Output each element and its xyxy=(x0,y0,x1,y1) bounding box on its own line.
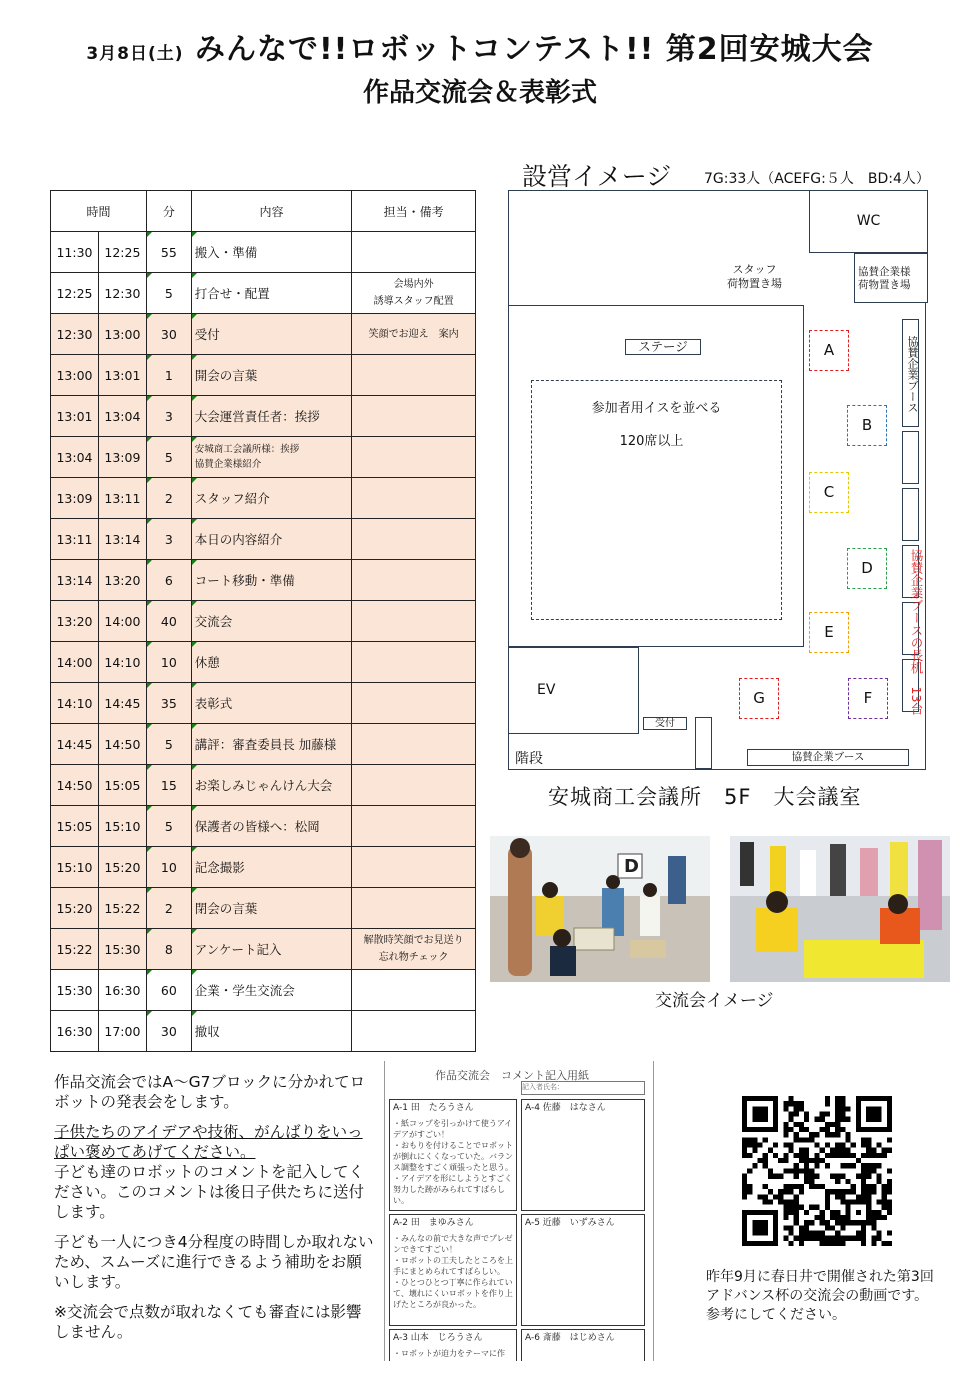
agenda-item: 開会の言葉 xyxy=(191,355,352,396)
start-time: 12:25 xyxy=(51,273,99,314)
note-3: 子ども一人につき4分程度の時間しか取れないため、スムーズに進行できるよう補助をお願いします。 xyxy=(54,1233,374,1291)
start-time: 14:50 xyxy=(51,765,99,806)
duration-minutes: 40 xyxy=(146,601,191,642)
start-time: 13:11 xyxy=(51,519,99,560)
end-time: 13:01 xyxy=(98,355,146,396)
agenda-item: 企業・学生交流会 xyxy=(191,970,352,1011)
event-title: みんなで!!ロボットコンテスト!! 第2回安城大会 xyxy=(195,32,874,67)
schedule-row xyxy=(51,519,476,560)
comment-card xyxy=(389,1214,517,1326)
comment-card-body: ・みんなの前で大きな声でプレゼンできてすごい！ ・ロボットの工夫したところを上手にまとめられてすばらしい。 ・ひとつひとつ丁寧に作られていて、壊れにくいロボットを作り上げたところが良かった。 xyxy=(393,1234,513,1309)
start-time: 15:22 xyxy=(51,929,99,970)
qr-code[interactable] xyxy=(742,1096,892,1246)
end-time: 13:20 xyxy=(98,560,146,601)
comment-card-body: ・ロボットが迫力をテーマに作 xyxy=(393,1349,505,1358)
duration-minutes: 2 xyxy=(146,888,191,929)
agenda-note xyxy=(352,478,476,519)
end-time: 14:50 xyxy=(98,724,146,765)
agenda-item: 記念撮影 xyxy=(191,847,352,888)
end-time: 17:00 xyxy=(98,1011,146,1052)
seating-area xyxy=(531,380,782,620)
schedule-row xyxy=(51,929,476,970)
duration-minutes: 35 xyxy=(146,683,191,724)
qr-code-image xyxy=(742,1096,892,1246)
duration-minutes: 60 xyxy=(146,970,191,1011)
comment-card-heading: A-3 山本 じろうさん xyxy=(393,1333,483,1343)
start-time: 12:30 xyxy=(51,314,99,355)
page-subtitle: 作品交流会＆表彰式 xyxy=(362,78,597,108)
block-c: C xyxy=(809,472,849,513)
block-g: G xyxy=(739,678,779,719)
start-time: 16:30 xyxy=(51,1011,99,1052)
booth-table xyxy=(902,488,919,541)
agenda-item: 打合せ・配置 xyxy=(191,273,352,314)
event-photo-2 xyxy=(730,836,950,982)
agenda-item: 安城商工会議所様：挨拶 協賛企業様紹介 xyxy=(191,437,352,478)
comment-card-heading: A-5 近藤 いずみさん xyxy=(525,1218,615,1228)
schedule-row xyxy=(51,273,476,314)
venue-floor-plan xyxy=(508,190,926,770)
agenda-item: お楽しみじゃんけん大会 xyxy=(191,765,352,806)
duration-minutes: 5 xyxy=(146,724,191,765)
booth-table xyxy=(902,431,919,484)
start-time: 13:00 xyxy=(51,355,99,396)
duration-minutes: 2 xyxy=(146,478,191,519)
stairs-label: 階段 xyxy=(515,751,543,767)
duration-minutes: 5 xyxy=(146,437,191,478)
note-1: 作品交流会ではA～G7ブロックに分かれてロボットの発表会をします。 xyxy=(54,1073,366,1111)
comment-card xyxy=(521,1329,645,1361)
end-time: 15:20 xyxy=(98,847,146,888)
comment-card-heading: A-2 田 まゆみさん xyxy=(393,1218,474,1228)
sponsor-luggage-area xyxy=(854,253,928,303)
end-time: 13:11 xyxy=(98,478,146,519)
schedule-row xyxy=(51,806,476,847)
note-2-underlined: 子供たちのアイデアや技術、がんばりをいっぱい褒めてあげてください。 xyxy=(54,1123,363,1161)
agenda-note xyxy=(352,806,476,847)
end-time: 15:30 xyxy=(98,929,146,970)
reception-desk-side xyxy=(695,717,712,769)
start-time: 15:10 xyxy=(51,847,99,888)
agenda-note: 解散時笑顔でお見送り 忘れ物チェック xyxy=(352,929,476,970)
schedule-table xyxy=(50,190,476,1052)
comment-card xyxy=(389,1329,517,1361)
seating-count: 120席以上 xyxy=(619,434,684,449)
agenda-note xyxy=(352,642,476,683)
schedule-row xyxy=(51,560,476,601)
duration-minutes: 10 xyxy=(146,642,191,683)
photo-1-illustration xyxy=(490,836,710,982)
end-time: 13:14 xyxy=(98,519,146,560)
end-time: 13:04 xyxy=(98,396,146,437)
schedule-row xyxy=(51,970,476,1011)
agenda-item: 大会運営責任者：挨拶 xyxy=(191,396,352,437)
comment-card xyxy=(389,1099,517,1211)
wc-label: WC xyxy=(856,213,881,229)
duration-minutes: 15 xyxy=(146,765,191,806)
qr-note xyxy=(706,1268,936,1325)
ev-label: EV xyxy=(537,682,556,698)
reception-desk: 受付 xyxy=(643,717,687,730)
schedule-row xyxy=(51,355,476,396)
duration-minutes: 30 xyxy=(146,1011,191,1052)
start-time: 13:01 xyxy=(51,396,99,437)
duration-minutes: 1 xyxy=(146,355,191,396)
start-time: 15:05 xyxy=(51,806,99,847)
end-time: 13:00 xyxy=(98,314,146,355)
start-time: 13:04 xyxy=(51,437,99,478)
start-time: 14:45 xyxy=(51,724,99,765)
booth-tables-note: 協賛企業ブースの長机 13台 xyxy=(909,549,924,715)
stage: ステージ xyxy=(625,339,701,355)
header-minutes: 分 xyxy=(146,191,191,232)
agenda-item: 休憩 xyxy=(191,642,352,683)
schedule-row xyxy=(51,724,476,765)
schedule-row xyxy=(51,1011,476,1052)
agenda-note xyxy=(352,888,476,929)
end-time: 15:05 xyxy=(98,765,146,806)
agenda-item: 本日の内容紹介 xyxy=(191,519,352,560)
photo-2-illustration xyxy=(730,836,950,982)
photo-caption: 交流会イメージ xyxy=(655,991,774,1011)
instructions xyxy=(54,1072,374,1352)
schedule-row xyxy=(51,396,476,437)
agenda-note xyxy=(352,847,476,888)
comment-sheet-name-field: 記入者氏名： xyxy=(521,1081,645,1095)
comment-card-heading: A-1 田 たろうさん xyxy=(393,1103,474,1113)
agenda-item: 閉会の言葉 xyxy=(191,888,352,929)
agenda-note xyxy=(352,355,476,396)
end-time: 12:25 xyxy=(98,232,146,273)
header-content: 内容 xyxy=(191,191,352,232)
duration-minutes: 30 xyxy=(146,314,191,355)
start-time: 15:30 xyxy=(51,970,99,1011)
comment-card-heading: A-4 佐藤 はなさん xyxy=(525,1103,606,1113)
agenda-item: スタッフ紹介 xyxy=(191,478,352,519)
agenda-item: 撤収 xyxy=(191,1011,352,1052)
agenda-note xyxy=(352,601,476,642)
block-e: E xyxy=(809,612,849,653)
schedule-row xyxy=(51,232,476,273)
duration-minutes: 5 xyxy=(146,806,191,847)
agenda-note xyxy=(352,683,476,724)
comment-sheet-title: 作品交流会 コメント記入用紙 xyxy=(435,1069,589,1082)
sponsor-booth-top: 協賛企業ブース xyxy=(902,319,919,427)
end-time: 14:00 xyxy=(98,601,146,642)
start-time: 13:20 xyxy=(51,601,99,642)
agenda-note xyxy=(352,970,476,1011)
schedule-row xyxy=(51,765,476,806)
agenda-item: 搬入・準備 xyxy=(191,232,352,273)
start-time: 15:20 xyxy=(51,888,99,929)
schedule-row xyxy=(51,642,476,683)
start-time: 14:00 xyxy=(51,642,99,683)
schedule-body xyxy=(51,232,476,1052)
agenda-note xyxy=(352,560,476,601)
schedule-row xyxy=(51,888,476,929)
schedule-row xyxy=(51,847,476,888)
duration-minutes: 5 xyxy=(146,273,191,314)
duration-minutes: 3 xyxy=(146,519,191,560)
booth-sign-letter: D xyxy=(624,856,639,877)
agenda-note xyxy=(352,724,476,765)
agenda-note xyxy=(352,437,476,478)
schedule-row xyxy=(51,437,476,478)
header-notes: 担当・備考 xyxy=(352,191,476,232)
schedule-row xyxy=(51,314,476,355)
end-time: 12:30 xyxy=(98,273,146,314)
staff-area-label: スタッフ 荷物置き場 xyxy=(727,263,782,290)
seating-label: 参加者用イスを並べる xyxy=(591,401,722,416)
schedule-row xyxy=(51,478,476,519)
comment-card xyxy=(521,1099,645,1211)
comment-card xyxy=(521,1214,645,1326)
duration-minutes: 6 xyxy=(146,560,191,601)
start-time: 13:09 xyxy=(51,478,99,519)
qr-note-text: 昨年9月に春日井で開催された第3回アドバンス杯の交流会の動画です。 参考にしてください。 xyxy=(706,1269,934,1323)
start-time: 14:10 xyxy=(51,683,99,724)
layout-title: 設営イメージ xyxy=(522,162,672,191)
block-b: B xyxy=(847,405,887,446)
agenda-item: 保護者の皆様へ：松岡 xyxy=(191,806,352,847)
comment-card-heading: A-6 斎藤 はじめさん xyxy=(525,1333,615,1343)
page-title xyxy=(0,24,960,68)
end-time: 15:10 xyxy=(98,806,146,847)
wc-area xyxy=(809,190,928,253)
comment-card-body: ・紙コップを引っかけて使うアイデアがすごい！ ・おもりを付けることでロボットが倒れにくくなっていた。バランス調整をすごく頑張ったと思う。 ・アイデアを形にしようとすごく努力した跡がみられてすばらしい。 xyxy=(393,1119,513,1205)
event-date: 3月8日(土) xyxy=(86,44,184,64)
end-time: 14:10 xyxy=(98,642,146,683)
schedule-row xyxy=(51,683,476,724)
block-d: D xyxy=(847,548,887,589)
sponsor-area-label: 協賛企業様 荷物置き場 xyxy=(858,266,911,291)
duration-minutes: 8 xyxy=(146,929,191,970)
note-2: 子ども達のロボットのコメントを記入してください。このコメントは後日子供たちに送付します。 xyxy=(54,1163,365,1221)
block-a: A xyxy=(809,330,849,371)
end-time: 15:22 xyxy=(98,888,146,929)
header-time: 時間 xyxy=(51,191,147,232)
end-time: 14:45 xyxy=(98,683,146,724)
block-f: F xyxy=(848,678,888,719)
agenda-item: アンケート記入 xyxy=(191,929,352,970)
event-photo-1 xyxy=(490,836,710,982)
agenda-item: 交流会 xyxy=(191,601,352,642)
sponsor-booth-bottom: 協賛企業ブース xyxy=(747,749,909,766)
agenda-item: 受付 xyxy=(191,314,352,355)
agenda-item: コート移動・準備 xyxy=(191,560,352,601)
layout-counts: 7G:33人（ACEFG:５人 BD:4人） xyxy=(704,171,930,187)
agenda-note xyxy=(352,232,476,273)
schedule-row xyxy=(51,601,476,642)
comment-sheet-sample xyxy=(384,1061,654,1361)
agenda-note xyxy=(352,765,476,806)
duration-minutes: 55 xyxy=(146,232,191,273)
note-4: ※交流会で点数が取れなくても審査には影響しません。 xyxy=(54,1303,362,1341)
start-time: 13:14 xyxy=(51,560,99,601)
agenda-item: 講評：審査委員長 加藤様 xyxy=(191,724,352,765)
agenda-note xyxy=(352,396,476,437)
duration-minutes: 10 xyxy=(146,847,191,888)
venue-name: 安城商工会議所 5F 大会議室 xyxy=(548,785,862,809)
duration-minutes: 3 xyxy=(146,396,191,437)
ev-area xyxy=(508,647,639,734)
end-time: 16:30 xyxy=(98,970,146,1011)
start-time: 11:30 xyxy=(51,232,99,273)
agenda-note: 笑顔でお迎え 案内 xyxy=(352,314,476,355)
agenda-item: 表彰式 xyxy=(191,683,352,724)
agenda-note xyxy=(352,1011,476,1052)
end-time: 13:09 xyxy=(98,437,146,478)
agenda-note xyxy=(352,519,476,560)
agenda-note: 会場内外 誘導スタッフ配置 xyxy=(352,273,476,314)
